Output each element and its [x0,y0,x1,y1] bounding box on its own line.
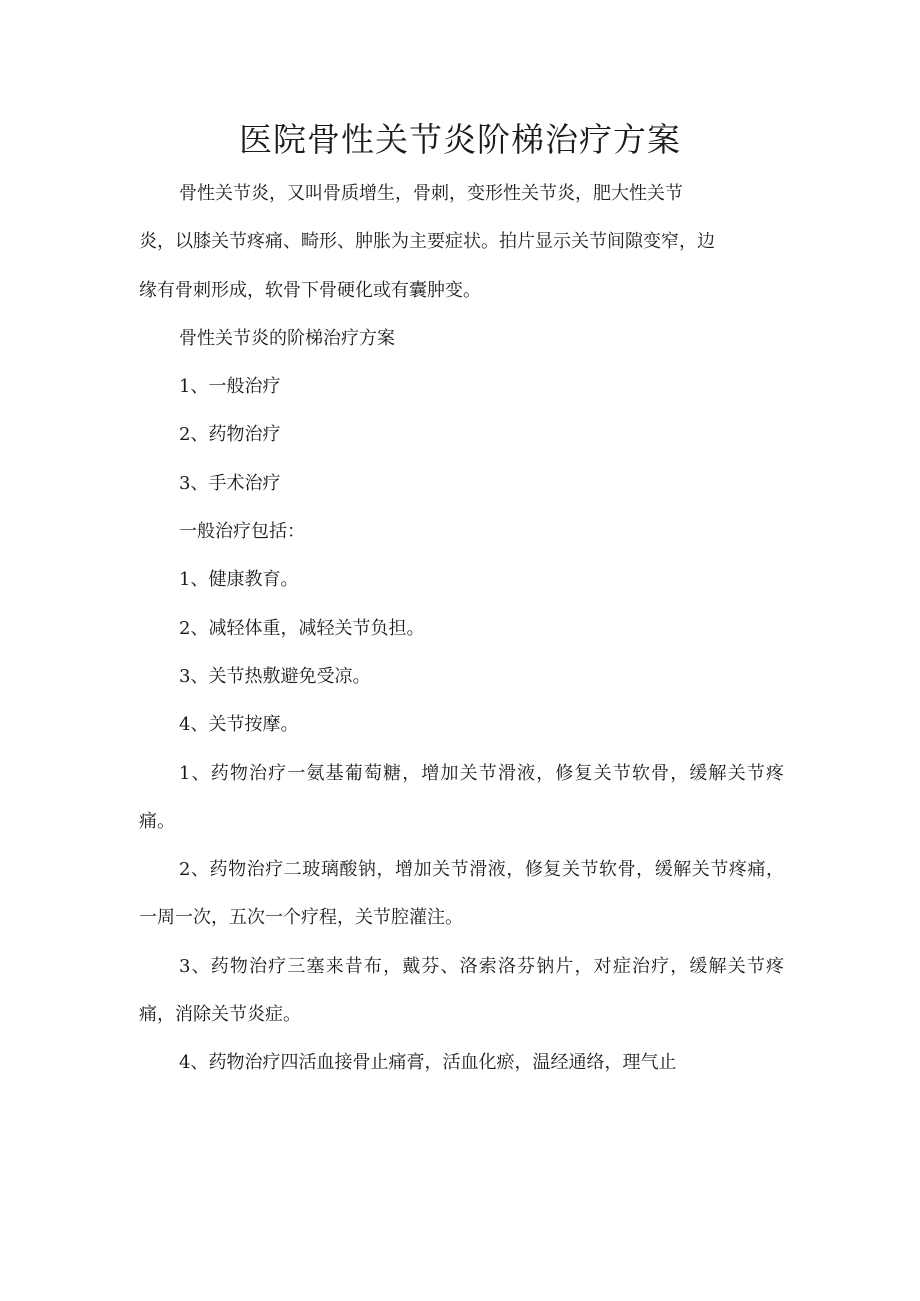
general-item-3: 3、关节热敷避免受凉。 [179,665,371,687]
drug-paragraph-3: 3、药物治疗三塞来昔布，戴芬、洛索洛芬钠片，对症治疗，缓解关节疼痛，消除关节炎症。 [139,955,784,1026]
drug-paragraph-2: 2、药物治疗二玻璃酸钠，增加关节滑液，修复关节软骨，缓解关节疼痛，一周一次，五次一个疗程，关节腔灌注。 [139,859,784,929]
general-heading: 一般治疗包括： [179,521,305,543]
document-title: 医院骨性关节炎阶梯治疗方案 [239,120,681,159]
plan-item-3: 3、手术治疗 [179,472,281,494]
intro-paragraph-line-2: 炎，以膝关节疼痛、畸形、肿胀为主要症状。拍片显示关节间隙变窄，边 [139,231,715,253]
general-item-1: 1、健康教育。 [179,569,299,591]
plan-heading: 骨性关节炎的阶梯治疗方案 [179,327,395,349]
general-item-4: 4、关节按摩。 [179,714,299,736]
intro-paragraph-line-3: 缘有骨刺形成，软骨下骨硬化或有囊肿变。 [139,279,481,301]
drug-paragraph-1: 1、药物治疗一氨基葡萄糖，增加关节滑液，修复关节软骨，缓解关节疼痛。 [139,762,784,832]
intro-paragraph-line-1: 骨性关节炎，又叫骨质增生，骨刺，变形性关节炎，肥大性关节 [179,183,683,204]
plan-item-2: 2、药物治疗 [179,424,281,446]
document-body [139,170,784,1088]
drug-paragraph-4: 4、药物治疗四活血接骨止痛膏，活血化瘀，温经通络，理气止 [179,1052,677,1074]
plan-item-1: 1、一般治疗 [179,376,281,398]
general-item-2: 2、减轻体重，减轻关节负担。 [179,617,425,639]
